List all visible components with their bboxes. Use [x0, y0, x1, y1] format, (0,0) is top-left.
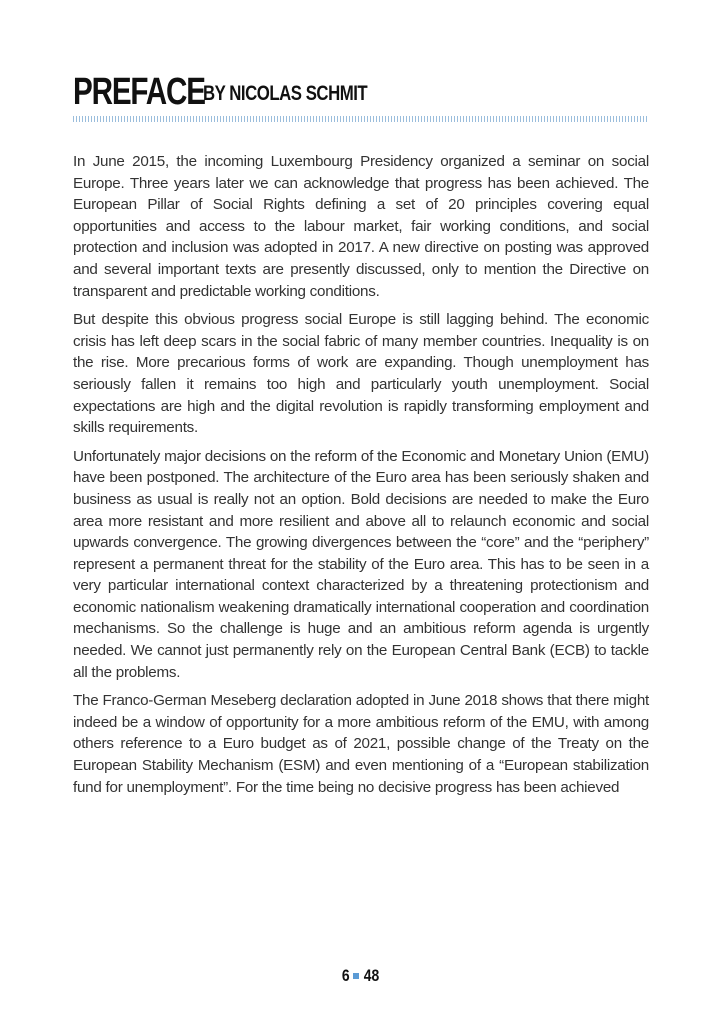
page-number-footer [0, 966, 722, 986]
page-heading [73, 72, 653, 112]
square-separator-icon [353, 973, 359, 979]
paragraph: In June 2015, the incoming Luxembourg Presidency organized a seminar on social Europe. Three years later we can acknowledge that progress has been achieved. The European Pillar of Social Rights defining a set of 20 principles covering equal opportunities and access to the labour market, fair working conditions, and social protection and inclusion was adopted in 2017. A new directive on posting was approved and several important texts are presently discussed, only to mention the Directive on transparent and predictable working conditions. [73, 153, 649, 300]
current-page-number: 6 [341, 966, 350, 985]
author-byline: BY NICOLAS SCHMIT [203, 82, 368, 105]
total-page-count: 48 [363, 966, 380, 985]
dotted-divider [73, 116, 648, 122]
paragraph: Unfortunately major decisions on the reform of the Economic and Monetary Union (EMU) have been postponed. The architecture of the Euro area has been seriously shaken and business as usual is really not an option. Bold decisions are needed to make the Euro area more resistant and more resilient and above all to relaunch economic and social upwards convergence. The growing divergences between the “core” and the “periphery” represent a permanent threat for the stability of the Euro area. This has to be seen in a very particular international context characterized by a threatening protectionism and economic nationalism weakening dramatically international cooperation and coordination mechanisms. So the challenge is huge and an ambitious reform agenda is urgently needed. We cannot just permanently rely on the European Central Bank (ECB) to tackle all the problems. [73, 447, 649, 681]
page-title: PREFACE [73, 71, 205, 113]
paragraph: But despite this obvious progress social Europe is still lagging behind. The economic crisis has left deep scars in the social fabric of many member countries. Inequality is on the rise. More precarious forms of work are expanding. Though unemployment has seriously fallen it remains too high and particularly youth unemployment. Social expectations are high and the digital revolution is rapidly transforming employment and skills requirements. [73, 311, 649, 437]
body-text [73, 151, 649, 805]
paragraph: The Franco-German Meseberg declaration adopted in June 2018 shows that there might indeed be a window of opportunity for a more ambitious reform of the EMU, with among others reference to a Euro budget as of 2021, possible change of the Treaty on the European Stability Mechanism (ESM) and even mentioning of a “European stabilization fund for unemployment”. For the time being no decisive progress has been achieved [73, 692, 649, 796]
